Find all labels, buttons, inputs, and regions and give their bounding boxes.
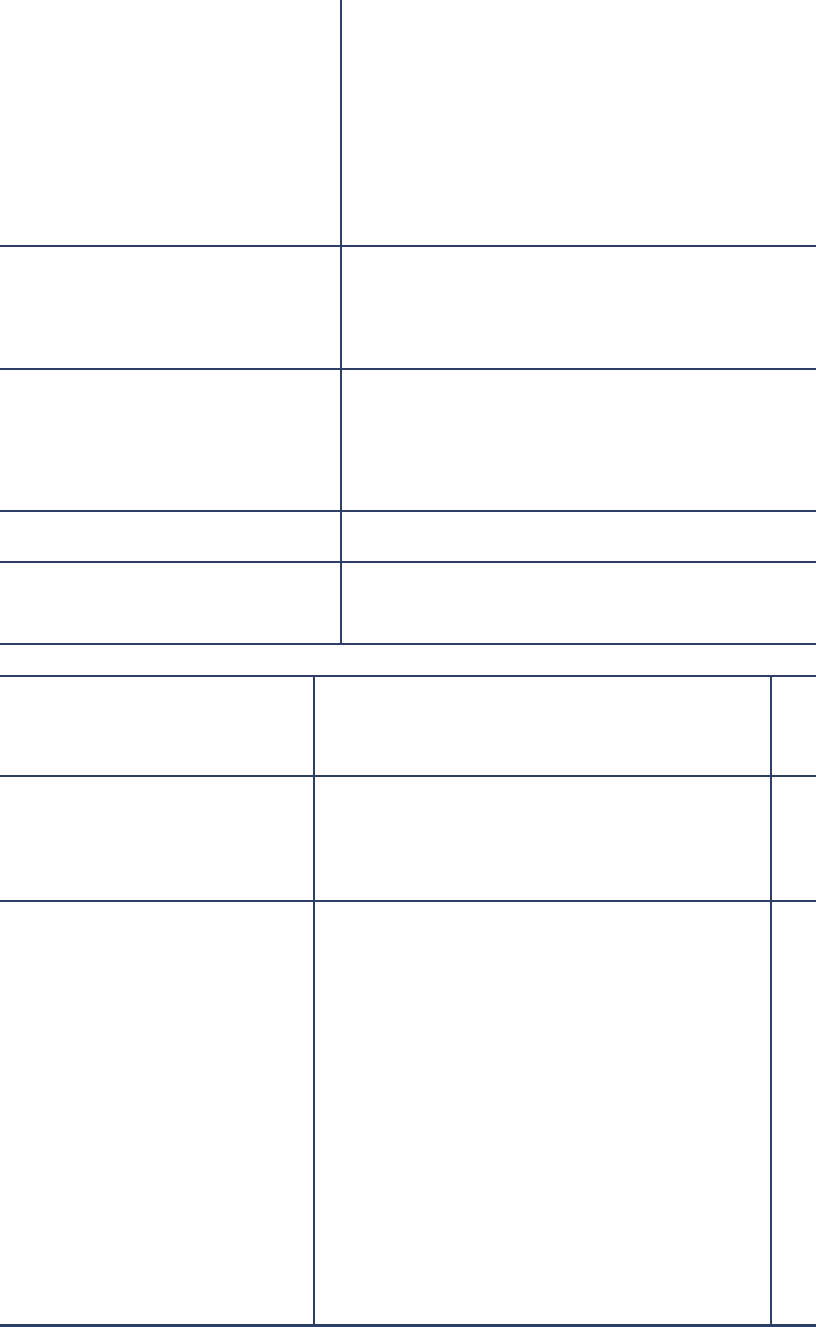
row-divider (0, 775, 816, 777)
row-divider (0, 368, 816, 370)
subtask-a (388, 1290, 398, 1323)
row-divider (0, 510, 816, 512)
row-divider (0, 675, 816, 677)
row-divider (0, 900, 816, 902)
column-divider (313, 675, 315, 1327)
row-divider (0, 643, 816, 645)
row-divider (0, 245, 816, 247)
column-divider (340, 0, 342, 643)
row-divider (0, 561, 816, 563)
column-divider (770, 675, 772, 1327)
